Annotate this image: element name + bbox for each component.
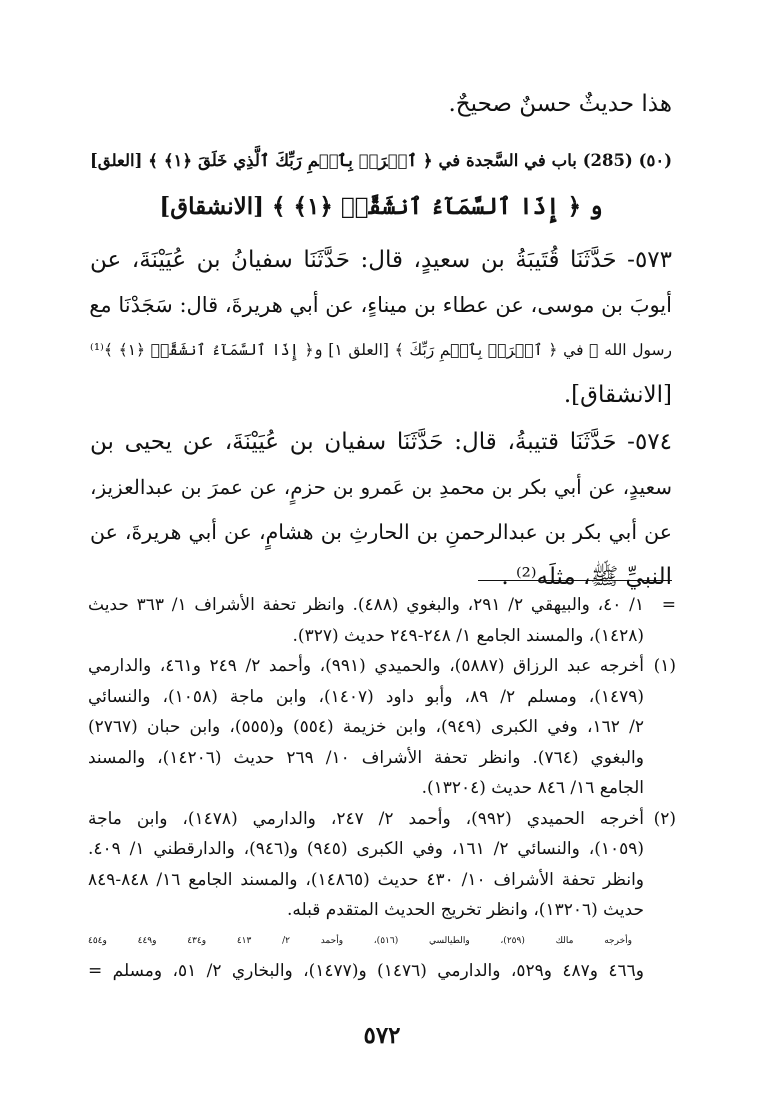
footnote-line: و٤٦٦ و٤٨٧ و٥٢٩، والدارمي (١٤٧٦) و(١٤٧٧)، والبخاري ٢/ ٥١، ومسلم = [88,961,645,981]
footnote-separator [478,580,672,581]
page-number: ٥٧٢ [363,1022,401,1049]
footnote-body [88,590,644,651]
hadith-573-line-1: ٥٧٣- حَدَّثَنَا قُتَيبَةُ بن سعيدٍ، قال: حَدَّثَنَا سفيانُ بن عُيَيْنَةَ، عن [90,247,672,273]
footnote-line: وانظر تحفة الأشراف ١٠/ ٤٣٠ حديث (١٤٨٦٥)، والمسند الجامع ١٦/ ٨٤٨-٨٤٩ [88,869,645,890]
footnote-line: (١٤٧٩)، ومسلم ٢/ ٨٩، وأبو داود (١٤٠٧)، وابن ماجة (١٠٥٨)، والنسائي [88,686,645,707]
hadith-574-line-2: سعيدٍ، عن أبي بكر بن محمدِ بن عَمرو بن حزمٍ، عن عمرَ بن عبدالعزيز، [90,475,672,499]
chapter-heading [90,138,672,230]
footnote-line: ٢/ ١٦٢، وفي الكبرى (٩٤٩)، وابن خزيمة (٥٥٤) و(٥٥٥)، وابن حبان (٢٧٦٧) [88,717,644,737]
footnote-line: الجامع ١٦/ ٨٤٦ حديث (١٣٢٠٤). [421,778,644,798]
footnote-marker: (٢) [653,808,676,829]
footnote-marker: (١) [653,656,676,676]
footnote-line: أخرجه الحميدي (٩٩٢)، وأحمد ٢/ ٢٤٧، والدارمي (١٤٧٨)، وابن ماجة [88,808,644,829]
hadith-573-line-2: أيوبَ بن موسى، عن عطاء بن ميناءٍ، عن أبي هريرةَ، قال: سَجَدْنَا مع [89,293,672,317]
chapter-heading-line-1: (٥٠) (285) باب في السَّجدة في ﴿ ٱقۡرَأۡ بِٱسۡمِ رَبِّكَ ٱلَّذِي خَلَقَ ﴿١﴾ ﴾ [العلق] [90,151,673,170]
footnote-line: حديث (١٣٢٠٦)، وانظر تخريج الحديث المتقدم قبله. [286,900,644,920]
hadith-574-line-4: النبيِّ ﷺ، مثلَه⁽²⁾ . [501,564,672,590]
footnotes [88,590,676,987]
footnote-line: ١/ ٤٠، والبيهقي ٢/ ٢٩١، والبغوي (٤٨٨). وانظر تحفة الأشراف ١/ ٣٦٣ حديث [88,595,644,615]
footnote-body [88,804,644,987]
footnote-line: وأخرجه مالك (٢٥٩)، والطيالسي (٥١٦)، وأحمد ٢/ ٤١٣ و٤٣٤ و٤٤٩ و٤٥٤ [88,935,632,946]
chapter-heading-line-2: و ﴿ إِذَا ٱلسَّمَآءُ ٱنشَقَّتۡ ﴿١﴾ ﴾ [الانشقاق] [159,193,603,220]
hadith-574-line-1: ٥٧٤- حَدَّثَنَا قتيبةُ، قال: حَدَّثَنَا سفيان بن عُيَيْنَةَ، عن يحيى بن [90,429,672,455]
footnote-1 [88,651,676,804]
footnote-line: أخرجه عبد الرزاق (٥٨٨٧)، والحميدي (٩٩١)، وأحمد ٢/ ٢٤٩ و٤٦١، والدارمي [88,656,645,676]
hadith-574 [90,420,672,600]
hadith-573 [90,238,672,418]
footnote-2 [88,804,676,987]
footnote-line: (١٤٢٨)، والمسند الجامع ١/ ٢٤٨-٢٤٩ حديث (٣٢٧). [292,625,644,646]
hadith-574-line-3: عن أبي بكر بن عبدالرحمنِ بن الحارثِ بن هشامٍ، عن أبي هريرةَ، عن [90,520,672,544]
footnote-line: (١٠٥٩)، والنسائي ٢/ ١٦١، وفي الكبرى (٩٤٥) و(٩٤٦)، والدارقطني ١/ ٤٠٩. [88,839,644,859]
hadith-573-line-4: [الانشقاق]. [563,382,672,408]
footnote-continuation [88,590,676,651]
hadith-573-line-3: رسول الله ﷺ في ﴿ ٱقۡرَأۡ بِٱسۡمِ رَبِّكَ ﴾ [العلق ١] و﴿ إِذَا ٱلسَّمَآءُ ٱنشَقَّتۡ ﴿١﴾ ﴾⁽¹⁾ [90,341,673,359]
footnote-body [88,651,644,804]
footnote-marker: = [661,595,676,615]
footnote-line: والبغوي (٧٦٤). وانظر تحفة الأشراف ١٠/ ٢٦٩ حديث (١٤٢٠٦)، والمسند [88,747,644,768]
intro-line [90,86,672,122]
intro-text: هذا حديثٌ حسنٌ صحيحٌ. [448,91,672,117]
